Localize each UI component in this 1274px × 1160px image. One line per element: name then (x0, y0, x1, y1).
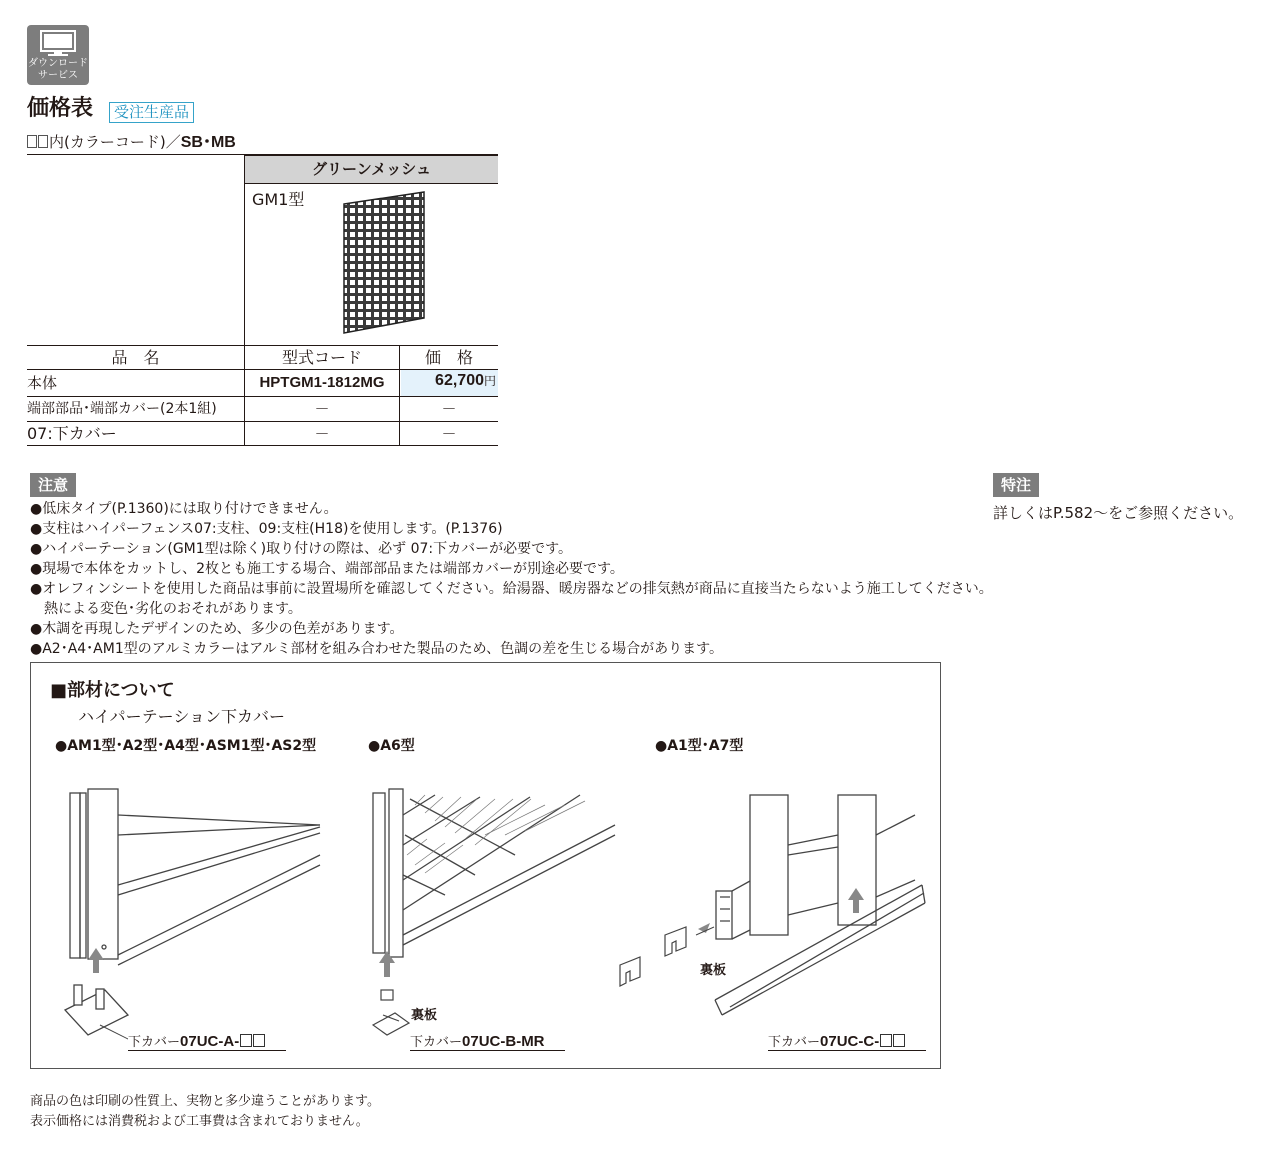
badge-line-2: サービス (38, 70, 78, 81)
color-code-row (27, 132, 236, 153)
label-underline (410, 1050, 565, 1051)
color-box (880, 1034, 892, 1047)
cover-b-illustration (365, 785, 625, 1045)
caution-item: ●低床タイプ(P.1360)には取り付けできません。 (30, 501, 338, 517)
color-code-label: 内(カラーコード)／ (49, 133, 181, 151)
header-code: 型式コード (281, 348, 362, 367)
caution-item: ●A2･A4･AM1型のアルミカラーはアルミ部材を組み合わせた製品のため、色調の差を生じる場合があります。 (30, 641, 723, 657)
color-box (240, 1034, 252, 1047)
row-name: 07:下カバー (27, 424, 117, 443)
special-order-text: 詳しくはP.582〜をご参照ください。 (993, 504, 1244, 522)
part-prefix: 下カバー (128, 1035, 181, 1050)
caution-item: ●現場で本体をカットし、2枚とも施工する場合、端部部品または端部カバーが別途必要です。 (30, 561, 624, 577)
part-label-a (128, 1031, 265, 1050)
row-price: － (441, 425, 457, 443)
row-code: － (314, 400, 330, 418)
green-mesh-image (340, 190, 430, 335)
row-code: － (314, 425, 330, 443)
type-label-c: ●A1型･A7型 (655, 738, 744, 754)
label-underline (128, 1050, 286, 1051)
table-bottom-rule (27, 445, 498, 446)
parts-title: ■部材について (50, 680, 175, 701)
color-codes: SB･MB (180, 134, 236, 151)
special-order-tag: 特注 (993, 473, 1039, 497)
row-name: 端部部品･端部カバー(2本1組) (27, 401, 217, 417)
footer-note: 商品の色は印刷の性質上、実物と多少違うことがあります。 (30, 1094, 380, 1109)
part-code: 07UC-B-MR (462, 1033, 545, 1050)
backplate-label-b: 裏板 (411, 1008, 438, 1023)
cover-a-illustration (60, 785, 330, 1045)
cover-c-illustration (610, 785, 930, 1045)
part-code: 07UC-A- (180, 1033, 240, 1050)
made-to-order-badge: 受注生産品 (109, 102, 194, 123)
monitor-icon (39, 30, 77, 58)
type-label-a: ●AM1型･A2型･A4型･ASM1型･AS2型 (55, 738, 317, 754)
color-box (893, 1034, 905, 1047)
type-label-b: ●A6型 (368, 738, 415, 754)
label-underline (768, 1050, 926, 1051)
table-top-rule (27, 154, 245, 155)
model-label: GM1型 (252, 190, 305, 209)
product-category-header: グリーンメッシュ (245, 154, 498, 184)
part-label-b (410, 1031, 545, 1050)
color-box (253, 1034, 265, 1047)
row-name: 本体 (27, 374, 58, 392)
caution-item: ●ハイパーテーション(GM1型は除く)取り付けの際は、必ず 07:下カバーが必要です。 (30, 541, 572, 557)
table-rule (27, 396, 498, 397)
price-value: 62,700 (435, 372, 484, 389)
download-service-badge[interactable] (27, 25, 89, 85)
color-box (27, 135, 37, 148)
caution-item: ●木調を再現したデザインのため、多少の色差があります。 (30, 621, 404, 637)
table-rule (27, 421, 498, 422)
part-prefix: 下カバー (410, 1035, 463, 1050)
part-prefix: 下カバー (768, 1035, 821, 1050)
color-box (38, 135, 48, 148)
caution-item: ●オレフィンシートを使用した商品は事前に設置場所を確認してください。給湯器、暖房器などの排気熱が商品に直接当たらないよう施工してください。 (30, 581, 993, 597)
table-rule (27, 345, 498, 346)
page-title: 価格表 (27, 96, 94, 121)
caution-item: ●支柱はハイパーフェンス07:支柱、09:支柱(H18)を使用します。(P.1376) (30, 521, 503, 537)
part-label-c (768, 1031, 905, 1050)
price-unit: 円 (483, 374, 496, 388)
parts-subtitle: ハイパーテーション下カバー (78, 707, 286, 726)
caution-item: 熱による変色･劣化のおそれがあります。 (30, 601, 302, 617)
part-code: 07UC-C- (820, 1033, 880, 1050)
footer-note: 表示価格には消費税および工事費は含まれておりません。 (30, 1114, 369, 1129)
caution-tag: 注意 (30, 473, 76, 497)
row-price: － (441, 400, 457, 418)
badge-line-1: ダウンロード (28, 58, 88, 69)
backplate-label-c: 裏板 (700, 963, 727, 978)
row-price (401, 372, 496, 390)
header-price: 価 格 (424, 348, 473, 367)
caution-list (30, 499, 993, 659)
row-code: HPTGM1-1812MG (259, 374, 385, 391)
header-name: 品 名 (111, 348, 160, 367)
footer-notes (30, 1092, 380, 1132)
